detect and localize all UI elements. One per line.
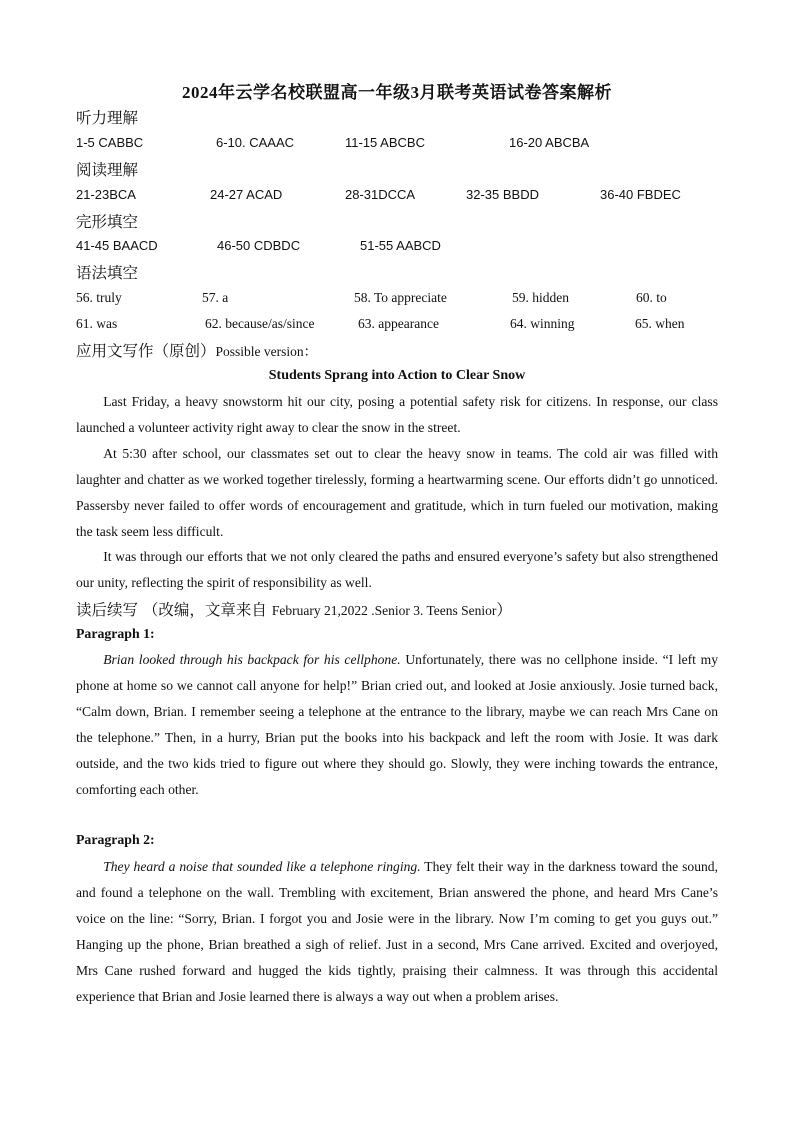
answer-item: 1-5 CABBC (76, 135, 144, 150)
answer-item: 32-35 BBDD (466, 187, 539, 202)
answer-item: 28-31DCCA (345, 187, 416, 202)
cloze-answers-row (0, 238, 794, 258)
paragraph-2-label: Paragraph 2: (76, 832, 155, 847)
writing-label-en: Possible version： (215, 344, 318, 359)
grammar-answers-row-2 (0, 316, 794, 336)
writing-label-cn: 应用文写作（原创） (76, 342, 216, 360)
answer-item: 56. truly (76, 290, 122, 305)
paragraph-1-label: Paragraph 1: (76, 626, 155, 641)
answer-item: 58. To appreciate (354, 290, 447, 305)
continuation-paragraph-2 (76, 854, 718, 1010)
answer-item: 59. hidden (512, 290, 569, 305)
essay-title: Students Sprang into Action to Clear Snow (268, 368, 526, 383)
paragraph-2-body: They felt their way in the darkness toward the sound, and found a telephone on the wall. Trembling with excitement, Brian answered the phone, and heard Mrs Cane’s voice on the line: “Sorry, Brian. I forgot you and Josie were in the library. Now I’m coming to get you guys out.” Hanging up the phone, Brian breathed a sigh of relief. Just in a second, Mrs Cane arrived. Excited and overjoyed, Mrs Cane rushed forward and hugged the kids tightly, praising their calmness. It was through this accidental experience that Brian and Josie learned there is always a way out when a problem arises. (76, 859, 718, 1004)
answer-item: 61. was (76, 316, 118, 331)
answer-item: 46-50 CDBDC (217, 238, 301, 253)
section-continuation-label (76, 598, 512, 620)
section-listening-label: 听力理解 (76, 109, 139, 127)
answer-item: 60. to (636, 290, 667, 305)
answer-item: 62. because/as/since (205, 316, 315, 331)
answer-item: 65. when (635, 316, 685, 331)
answer-item: 63. appearance (358, 316, 439, 331)
page-title: 2024年云学名校联盟高一年级3月联考英语试卷答案解析 (182, 83, 612, 102)
answer-item: 57. a (202, 290, 229, 305)
answer-item: 36-40 FBDEC (600, 187, 681, 202)
answer-item: 41-45 BAACD (76, 238, 158, 253)
section-writing-label (76, 339, 317, 361)
essay-paragraph-3: It was through our efforts that we not only cleared the paths and ensured everyone’s safety but also strengthened our unity, reflecting the spirit of responsibility as well. (76, 549, 718, 590)
continuation-label-end: ） (496, 601, 512, 619)
answer-item: 51-55 AABCD (360, 238, 441, 253)
answer-item: 6-10. CAAAC (216, 135, 295, 150)
continuation-label-cn: 读后续写 （改编，文章来自 (76, 601, 267, 619)
answer-item: 24-27 ACAD (210, 187, 283, 202)
reading-answers-row (0, 187, 794, 207)
essay-paragraph-2: At 5:30 after school, our classmates set out to clear the heavy snow in teams. The cold air was filled with laughter and chatter as we worked together tirelessly, forming a heartwarming scene. Our efforts didn’t go unnoticed. Passersby never failed to offer words of encouragement and gratitude, which in turn fueled our motivation, making the task seem less difficult. (76, 446, 718, 539)
essay-paragraph-1: Last Friday, a heavy snowstorm hit our city, posing a potential safety risk for citizens. In response, our class launched a volunteer activity right away to clear the snow in the street. (76, 394, 718, 435)
answer-item: 64. winning (510, 316, 575, 331)
listening-answers-row (0, 135, 794, 155)
grammar-answers-row-1 (0, 290, 794, 310)
section-cloze-label: 完形填空 (76, 213, 139, 231)
answer-item: 16-20 ABCBA (509, 135, 590, 150)
paragraph-1-body: Unfortunately, there was no cellphone inside. “I left my phone at home so we cannot call anyone for help!” Brian cried out, and looked at Josie anxiously. Josie turned back, “Calm down, Brian. I remember seeing a telephone at the entrance to the library, maybe we can reach Mrs Cane on the telephone.” Then, in a hurry, Brian put the books into his backpack and left the room with Josie. It was dark outside, and the two kids tried to figure out where they should go. Slowly, they were inching towards the entrance, comforting each other. (76, 652, 718, 797)
answer-item: 11-15 ABCBC (345, 135, 425, 150)
section-grammar-label: 语法填空 (76, 264, 139, 282)
answer-item: 21-23BCA (76, 187, 136, 202)
paragraph-2-lead: They heard a noise that sounded like a telephone ringing. (103, 859, 421, 874)
continuation-paragraph-1 (76, 647, 718, 803)
continuation-label-source: February 21,2022 .Senior 3. Teens Senior (271, 603, 497, 618)
paragraph-1-lead: Brian looked through his backpack for his cellphone. (103, 652, 401, 667)
section-reading-label: 阅读理解 (76, 161, 139, 179)
